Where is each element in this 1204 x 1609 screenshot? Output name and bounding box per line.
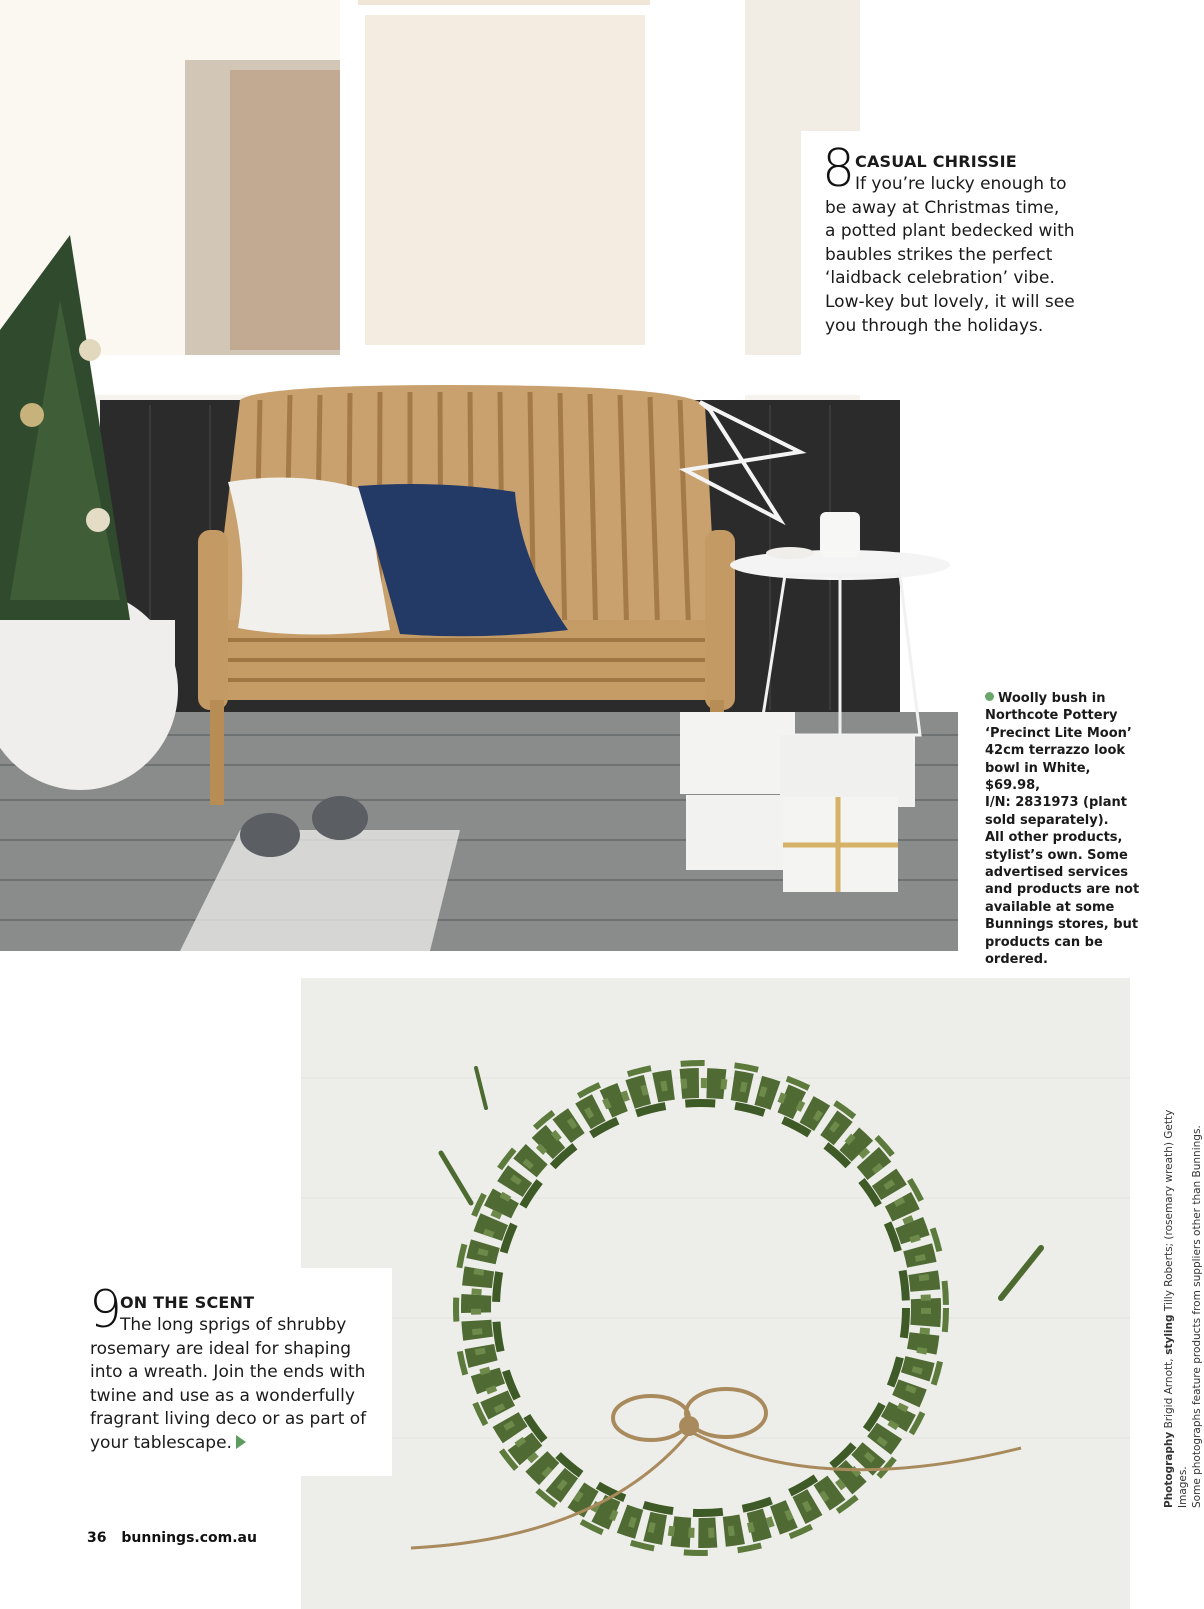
caption-header <box>822 139 1075 199</box>
note-size: 42cm terrazzo look <box>985 743 1126 759</box>
credit-photographer: Brigid Arnott, <box>1163 1358 1175 1432</box>
page-number: 36 <box>87 1530 107 1546</box>
credits-line-1 <box>1162 1108 1190 1508</box>
note-sold: sold separately). <box>985 812 1109 828</box>
site-link[interactable]: bunnings.com.au <box>121 1530 257 1546</box>
caption-body-wrap <box>90 1338 376 1456</box>
credit-label-styling: styling <box>1163 1314 1175 1359</box>
photo-credits <box>1162 1108 1204 1508</box>
note-bowl-line <box>985 760 1145 795</box>
note-disclaimer: All other products, stylist’s own. Some advertised services and products are not available at some Bunnings stores, but products can be ordered. <box>985 830 1140 968</box>
product-note <box>985 690 1145 969</box>
credit-label-photography: Photography <box>1163 1431 1175 1508</box>
credits-line-2: Some photographs feature products from suppliers other than Bunnings. <box>1191 1125 1203 1508</box>
caption-first-line: If you’re lucky enough to <box>855 174 1067 194</box>
triangle-arrow-icon <box>236 1435 246 1449</box>
credit-stylist: Tilly Roberts; (rosemary wreath) Getty Images. <box>1163 1109 1189 1508</box>
wreath-photo <box>301 978 1130 1609</box>
caption-header <box>89 1280 376 1340</box>
note-bowl-rest: in White, $69.98, <box>985 760 1091 794</box>
caption-title: ON THE SCENT <box>120 1293 255 1312</box>
caption-casual-chrissie <box>801 131 1097 360</box>
note-range: ‘Precinct Lite Moon’ <box>985 725 1132 741</box>
note-brand: Northcote Pottery <box>985 708 1118 724</box>
caption-body: rosemary are ideal for shaping into a wreath. Join the ends with twine and use as a wonderfully fragrant living deco or as part of your tablescape. <box>90 1338 367 1453</box>
caption-on-the-scent <box>86 1268 392 1476</box>
caption-first-line: The long sprigs of shrubby <box>120 1315 347 1335</box>
caption-number: 9 <box>89 1280 123 1340</box>
page-footer <box>87 1530 257 1546</box>
caption-body: be away at Christmas time, a potted plant bedecked with baubles strikes the perfect ‘laidback celebration’ vibe. Low-key but lovely, it will see you through the holidays. <box>825 197 1075 336</box>
note-in: in <box>1087 691 1106 706</box>
caption-number: 8 <box>822 139 856 199</box>
note-item-number: I/N: 2831973 (plant <box>985 795 1127 811</box>
wreath-illustration <box>301 978 1130 1609</box>
note-bowl-word: bowl <box>985 760 1020 776</box>
bullet-dot-icon <box>985 692 994 701</box>
product-name: Woolly bush <box>998 691 1088 706</box>
note-line-1 <box>985 690 1145 707</box>
caption-title: CASUAL CHRISSIE <box>855 152 1017 171</box>
